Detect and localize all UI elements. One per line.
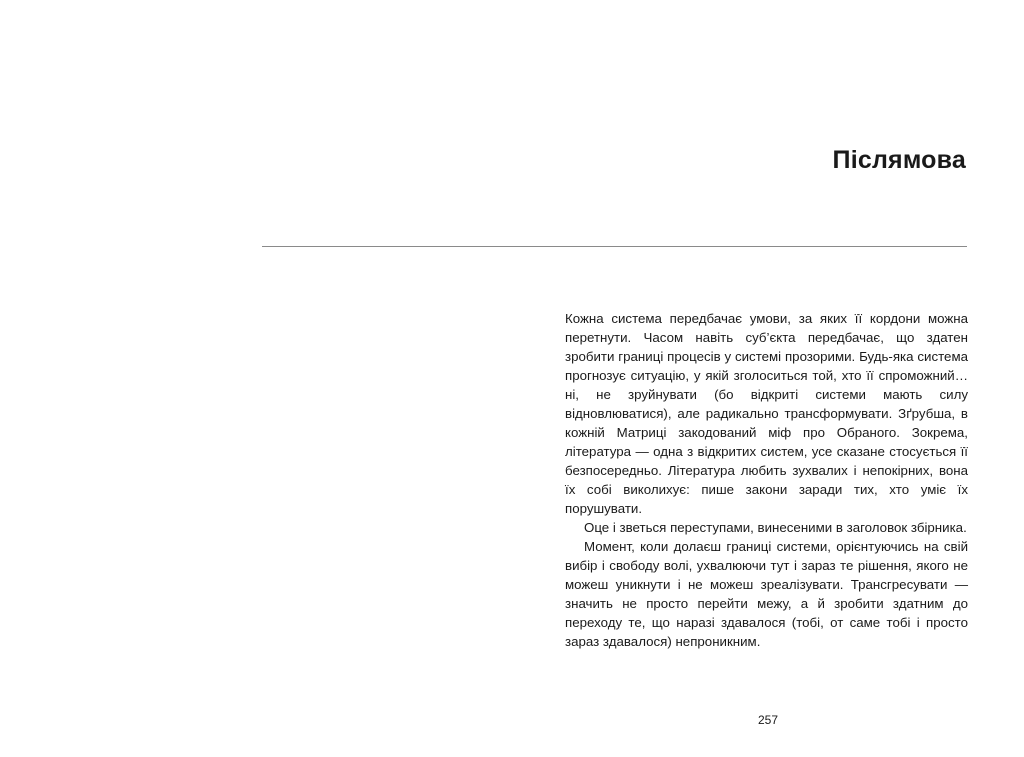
- body-text: [565, 309, 968, 651]
- chapter-title: Післямова: [832, 146, 966, 174]
- paragraph: Кожна система передбачає умови, за яких її кордони можна перетнути. Часом навіть суб’єкта передбачає, що здатен зробити границі процесів у системі прозорими. Будь-яка система прогнозує ситуацію, у якій зголоситься той, хто її спроможний… ні, не зруйнувати (бо відкриті системи мають силу відновлюватися), але радикально трансформувати. Зґрубша, в кожній Матриці закодований міф про Обраного. Зокрема, література — одна з відкритих систем, усе сказане стосується її безпосередньо. Література любить зухвалих і непокірних, вона їх собі виколихує: пише закони заради тих, хто уміє їх порушувати.: [565, 311, 968, 516]
- paragraph: Момент, коли долаєш границі системи, орієнтуючись на свій вибір і свободу волі, ухвалюючи тут і зараз те рішення, якого не можеш уникнути і не можеш зреалізувати. Трансгресувати — значить не просто перейти межу, а й зробити здатним до переходу те, що наразі здавалося (тобі, от саме тобі і просто зараз здавалося) непроникним.: [565, 539, 968, 649]
- horizontal-rule: [262, 246, 967, 247]
- paragraph: Оце і зветься переступами, винесеними в заголовок збірника.: [584, 520, 967, 535]
- page-number: 257: [758, 713, 779, 727]
